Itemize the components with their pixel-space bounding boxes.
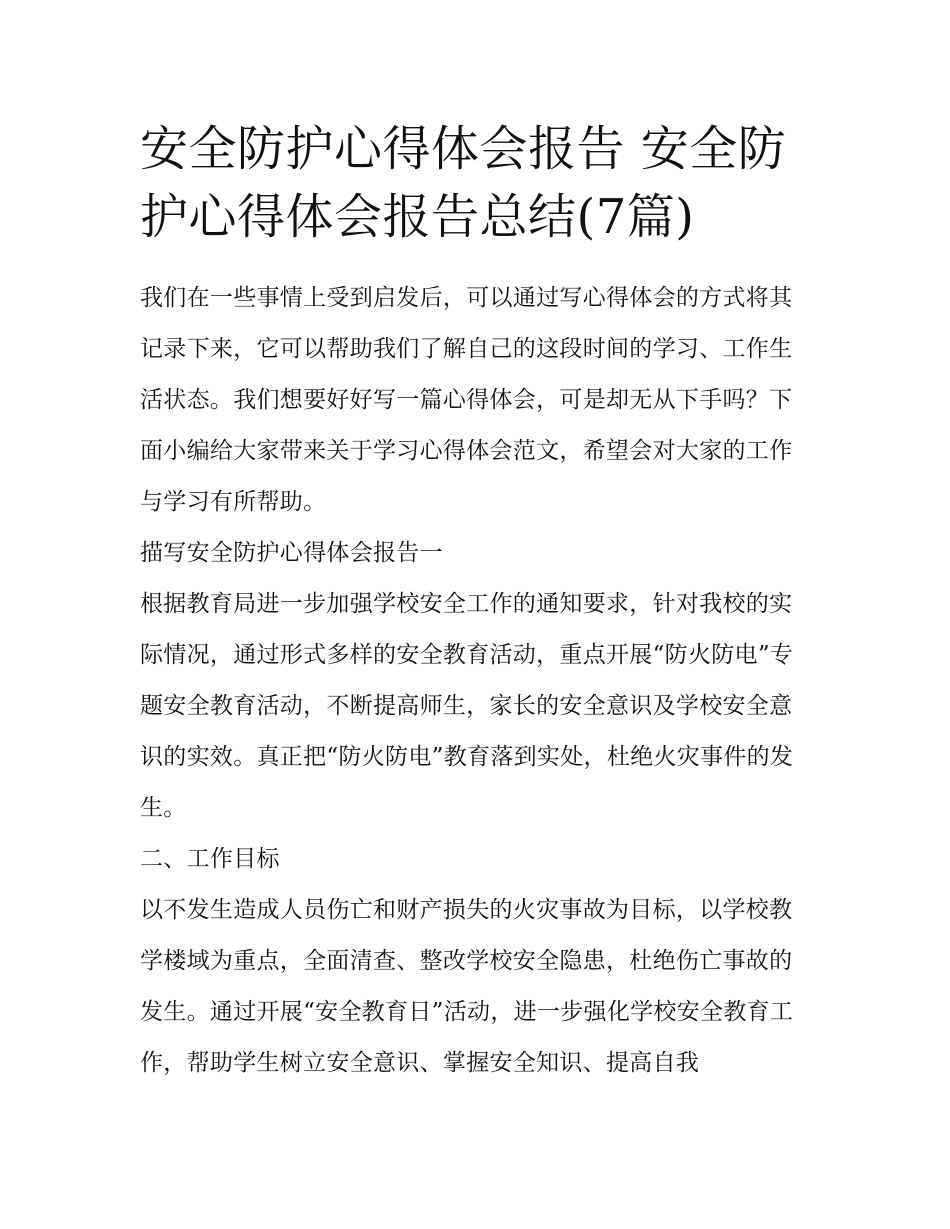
document-title: 安全防护心得体会报告 安全防护心得体会报告总结(7篇) <box>140 121 787 245</box>
section-heading-report-one: 描写安全防护心得体会报告一 <box>140 540 443 566</box>
body-paragraph: 以不发生造成人员伤亡和财产损失的火灾事故为目标，以学校教学楼域为重点，全面清查、整改学校安全隐患，杜绝伤亡事故的发生。通过开展“安全教育日”活动，进一步强化学校安全教育工作，帮助学生树立安全意识、掌握安全知识、提高自我 <box>140 897 794 1076</box>
body-paragraph: 根据教育局进一步加强学校安全工作的通知要求，针对我校的实际情况，通过形式多样的安全教育活动，重点开展“防火防电”专题安全教育活动，不断提高师生，家长的安全意识及学校安全意识的实效。真正把“防火防电”教育落到实处，杜绝火灾事件的发生。 <box>140 591 794 821</box>
document-body <box>140 115 815 1089</box>
intro-paragraph: 我们在一些事情上受到启发后，可以通过写心得体会的方式将其记录下来，它可以帮助我们了解自己的这段时间的学习、工作生活状态。我们想要好好写一篇心得体会，可是却无从下手吗？下面小编给大家带来关于学习心得体会范文，希望会对大家的工作与学习有所帮助。 <box>140 285 793 515</box>
section-heading-work-goals: 二、工作目标 <box>140 846 280 872</box>
